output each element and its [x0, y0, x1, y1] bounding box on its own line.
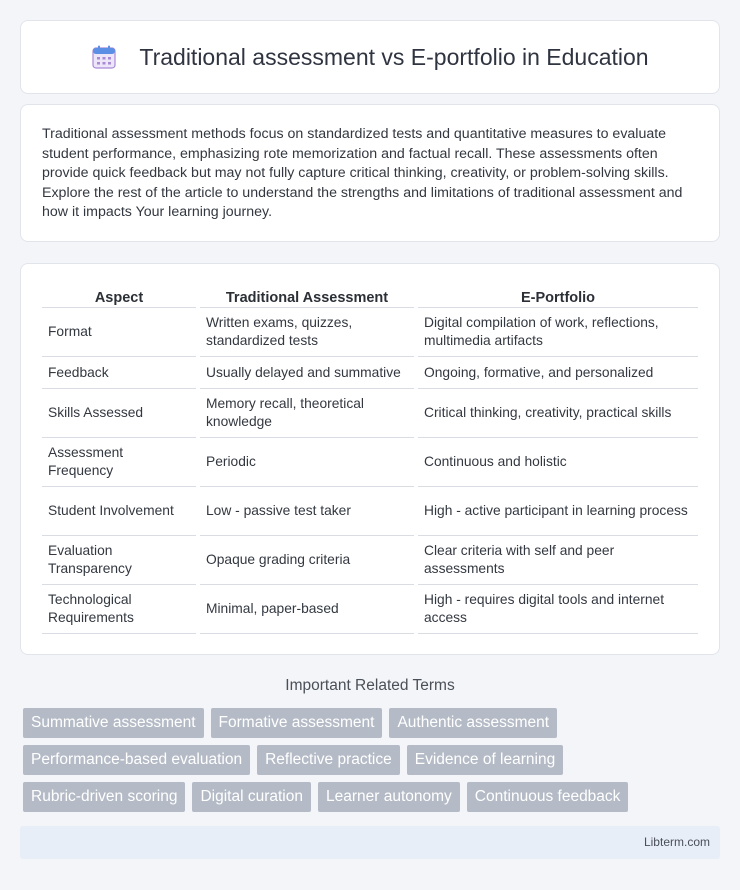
tag-digital-curation[interactable]: Digital curation	[192, 782, 311, 812]
tag-summative-assessment[interactable]: Summative assessment	[23, 708, 204, 738]
tag-performance-based-evaluation[interactable]: Performance-based evaluation	[23, 745, 250, 775]
table-cell: Technological Requirements	[42, 585, 196, 634]
intro-paragraph: Traditional assessment methods focus on standardized tests and quantitative measures to evaluate student performance, emphasizing rote memorization and factual recall. These assessments often provide quick feedback but may not fully capture critical thinking, creativity, or problem-solving skills. Explore the rest of the article to understand the strengths and limitations of traditional assessment and how it impacts Your learning journey.	[42, 126, 683, 221]
tag-rubric-driven-scoring[interactable]: Rubric-driven scoring	[23, 782, 185, 812]
column-header-eportfolio: E-Portfolio	[418, 282, 698, 308]
table-cell: Assessment Frequency	[42, 438, 196, 487]
table-cell: Skills Assessed	[42, 389, 196, 438]
footer	[20, 826, 720, 859]
table-row	[42, 438, 698, 487]
table-row	[42, 487, 698, 536]
table-cell: Critical thinking, creativity, practical skills	[418, 389, 698, 438]
table-row	[42, 389, 698, 438]
table-row	[42, 585, 698, 634]
table-cell: Opaque grading criteria	[200, 536, 414, 585]
intro-card	[20, 104, 720, 242]
table-cell: Periodic	[200, 438, 414, 487]
table-cell: Usually delayed and summative	[200, 357, 414, 389]
table-cell: Written exams, quizzes, standardized tests	[200, 308, 414, 357]
table-cell: High - active participant in learning process	[418, 487, 698, 536]
table-cell: Minimal, paper-based	[200, 585, 414, 634]
page-title: Traditional assessment vs E-portfolio in Education	[139, 43, 649, 70]
calendar-icon	[91, 44, 117, 70]
table-cell: Digital compilation of work, reflections, multimedia artifacts	[418, 308, 698, 357]
related-terms	[23, 708, 723, 819]
tag-continuous-feedback[interactable]: Continuous feedback	[467, 782, 629, 812]
tag-authentic-assessment[interactable]: Authentic assessment	[389, 708, 557, 738]
tag-evidence-of-learning[interactable]: Evidence of learning	[407, 745, 563, 775]
table-row	[42, 308, 698, 357]
header-card	[20, 20, 720, 94]
tag-row	[23, 708, 723, 738]
tag-row	[23, 782, 723, 812]
table-cell: Student Involvement	[42, 487, 196, 536]
tag-learner-autonomy[interactable]: Learner autonomy	[318, 782, 460, 812]
table-cell: Clear criteria with self and peer assessments	[418, 536, 698, 585]
table-cell: Ongoing, formative, and personalized	[418, 357, 698, 389]
related-terms-title: Important Related Terms	[285, 677, 455, 694]
table-cell: Low - passive test taker	[200, 487, 414, 536]
table-cell: Evaluation Transparency	[42, 536, 196, 585]
table-cell: High - requires digital tools and internet access	[418, 585, 698, 634]
comparison-table	[38, 282, 702, 634]
header	[91, 44, 648, 71]
table-row	[42, 536, 698, 585]
tag-formative-assessment[interactable]: Formative assessment	[211, 708, 383, 738]
table-cell: Format	[42, 308, 196, 357]
comparison-table-card	[20, 263, 720, 655]
table-row	[42, 357, 698, 389]
table-cell: Feedback	[42, 357, 196, 389]
table-cell: Memory recall, theoretical knowledge	[200, 389, 414, 438]
column-header-aspect: Aspect	[42, 282, 196, 308]
tag-reflective-practice[interactable]: Reflective practice	[257, 745, 400, 775]
column-header-traditional: Traditional Assessment	[200, 282, 414, 308]
table-header-row	[42, 282, 698, 308]
tag-row	[23, 745, 723, 775]
footer-site-link[interactable]: Libterm.com	[643, 835, 710, 849]
table-cell: Continuous and holistic	[418, 438, 698, 487]
